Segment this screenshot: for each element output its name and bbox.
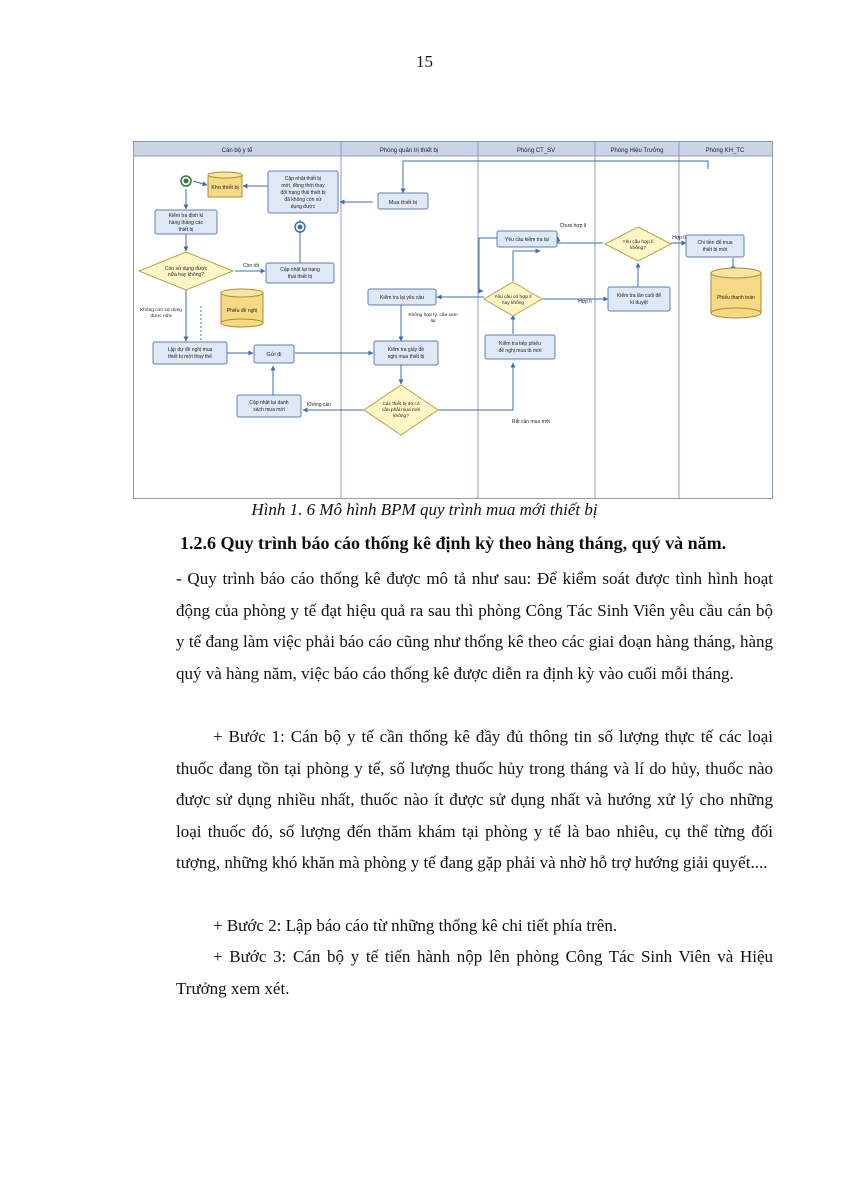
- figure-caption: Hình 1. 6 Mô hình BPM quy trình mua mới thiết bị: [251, 500, 598, 519]
- edge-label: Chưa hợp lí: [559, 223, 587, 229]
- svg-text:hàng tháng các: hàng tháng các: [168, 220, 204, 226]
- svg-text:sách mua mới: sách mua mới: [253, 407, 285, 413]
- task-cap-nhat-trang-thai: [266, 263, 334, 283]
- svg-text:Kiểm tra giấy đề: Kiểm tra giấy đề: [387, 347, 425, 353]
- svg-text:Yêu cầu hợp lí: Yêu cầu hợp lí: [622, 240, 654, 245]
- svg-text:Lập dự đề nghị mua: Lập dự đề nghị mua: [167, 347, 213, 353]
- edge-label: Không hợp lý, cần xem: [408, 313, 458, 318]
- svg-text:thái thiết bị: thái thiết bị: [287, 274, 313, 280]
- svg-text:Kiểm tra lại yêu cầu: Kiểm tra lại yêu cầu: [380, 295, 424, 301]
- svg-text:Phiếu đề nghị: Phiếu đề nghị: [226, 308, 258, 314]
- svg-text:đổi trạng thái thiết bị: đổi trạng thái thiết bị: [280, 190, 326, 196]
- task-kiem-tra-yeu-cau: [368, 289, 436, 305]
- lane-label: Phòng quản trị thiết bị: [379, 148, 439, 154]
- task-cap-nhat-thiet-bi: [268, 171, 338, 213]
- paragraph-step-2: + Bước 2: Lập báo cáo từ những thống kê chi tiết phía trên.: [213, 916, 618, 935]
- svg-text:Các thiết bị đó có: Các thiết bị đó có: [382, 402, 420, 407]
- svg-text:không?: không?: [393, 414, 409, 419]
- task-kiem-tra-tiep: [485, 335, 555, 359]
- data-store-kho-thiet-bi: [208, 172, 242, 197]
- svg-text:Phiếu thanh toán: Phiếu thanh toán: [717, 295, 755, 301]
- svg-text:nghị mua thiết bị: nghị mua thiết bị: [387, 354, 425, 360]
- svg-text:Chi tiền để mua: Chi tiền để mua: [697, 240, 733, 246]
- paragraph-intro: - Quy trình báo cáo thống kê được mô tả như sau: Để kiểm soát được tình hình hoạt động của phòng y tế đạt hiệu quả ra sau thì phòng Công Tác Sinh Viên yêu cầu cán bộ y tế đang làm việc phải báo cáo cũng như thống kê theo các giai đoạn hàng tháng, hàng quý và hàng năm, việc báo cáo thống kê được diễn ra định kỳ vào cuối mỗi tháng.: [176, 569, 773, 683]
- edge-label: Hợp lí: [672, 235, 686, 241]
- svg-text:Gửi đi: Gửi đi: [266, 352, 282, 358]
- svg-text:Yêu cầu kiểm tra lại: Yêu cầu kiểm tra lại: [505, 237, 549, 243]
- edge-label: Không còn sử dụng: [140, 308, 182, 313]
- data-store-phieu-de-nghi: [221, 289, 263, 327]
- lane-label: Cán bộ y tế: [221, 148, 253, 154]
- intermediate-event-dot: [298, 225, 303, 230]
- edge-label: được nữa: [150, 314, 172, 319]
- svg-text:Cập nhật lại trạng: Cập nhật lại trạng: [280, 267, 320, 273]
- svg-text:kí duyệt: kí duyệt: [630, 300, 648, 306]
- svg-text:hay không: hay không: [501, 301, 525, 306]
- page-number: 15: [416, 52, 433, 71]
- svg-text:thiết bị: thiết bị: [178, 227, 194, 233]
- svg-text:dụng được: dụng được: [290, 204, 316, 210]
- bpm-diagram: [133, 141, 773, 499]
- task-gui-di: [254, 345, 294, 363]
- edge-label: Còn tốt: [242, 263, 260, 269]
- lane-label: Phòng CT_SV: [516, 148, 556, 154]
- svg-text:Cập nhật thiết bị: Cập nhật thiết bị: [284, 176, 322, 182]
- svg-text:đề nghị mua tb mới: đề nghị mua tb mới: [498, 348, 542, 354]
- data-store-phieu-thanh-toan: [711, 268, 761, 318]
- task-kiem-tra-dinh-ki: [155, 210, 217, 234]
- task-mua-thiet-bi: [378, 193, 428, 209]
- svg-text:Cập nhật lại danh: Cập nhật lại danh: [249, 400, 289, 406]
- svg-text:Mua thiết bị: Mua thiết bị: [388, 200, 418, 206]
- svg-text:nữa hay không?: nữa hay không?: [167, 272, 205, 278]
- paragraph-step-1: + Bước 1: Cán bộ y tế cần thống kê đầy đủ thông tin số lượng thực tế các loại thuốc đang tồn tại phòng y tế, số lượng thuốc hủy trong tháng và lí do hủy, thuốc nào được sử dụng nhiều nhất, thuốc nào ít được sử dụng nhất và hướng xử lý cho những loại thuốc đó, số lượng đến thăm khám tại phòng y tế là bao nhiêu, cụ thể từng đối tượng, những khó khăn mà phòng y tế đang gặp phải và nhờ hỗ trợ hướng giải quyết....: [176, 727, 773, 872]
- svg-text:Yêu cầu có hợp lí: Yêu cầu có hợp lí: [494, 295, 532, 300]
- task-kiem-tra-lan-cuoi: [608, 287, 670, 311]
- svg-text:Còn sử dụng được: Còn sử dụng được: [164, 266, 208, 272]
- svg-text:mới, đồng thời thay: mới, đồng thời thay: [281, 183, 325, 189]
- task-cap-nhat-danh-sach: [237, 395, 301, 417]
- svg-text:Kho thiết bị: Kho thiết bị: [211, 185, 239, 191]
- lane-label: Phòng KH_TC: [705, 148, 745, 154]
- edge-label: lại: [430, 319, 436, 324]
- svg-text:cần phải mua mới: cần phải mua mới: [381, 408, 421, 413]
- task-kiem-tra-giay: [374, 341, 438, 365]
- lane-label: Phòng Hiệu Trưởng: [610, 148, 664, 154]
- section-heading: 1.2.6 Quy trình báo cáo thống kê định kỳ theo hàng tháng, quý và năm.: [180, 533, 727, 553]
- svg-text:thiết bị mới: thiết bị mới: [702, 247, 728, 253]
- edge-label: Không cần: [307, 402, 331, 408]
- svg-text:Kiểm tra định kì: Kiểm tra định kì: [168, 213, 204, 219]
- task-chi-tien: [686, 235, 744, 257]
- edge-label: Rất cần mua mới: [511, 419, 551, 425]
- svg-text:Kiểm tra tiếp phiếu: Kiểm tra tiếp phiếu: [499, 341, 541, 347]
- svg-text:đã không còn sử: đã không còn sử: [284, 197, 322, 203]
- edge-label: Hợp lí: [578, 299, 592, 305]
- task-lap-de-nghi: [153, 342, 227, 364]
- paragraph-step-3: + Bước 3: Cán bộ y tế tiến hành nộp lên phòng Công Tác Sinh Viên và Hiệu Trưởng xem xét.: [176, 947, 773, 998]
- start-event-dot: [184, 179, 189, 184]
- svg-text:Kiểm tra lần cuối để: Kiểm tra lần cuối để: [616, 293, 662, 299]
- svg-text:thiết bị mới thay thế: thiết bị mới thay thế: [168, 354, 212, 360]
- svg-text:không?: không?: [630, 246, 646, 251]
- task-yeu-cau-kiem-tra: [497, 231, 557, 247]
